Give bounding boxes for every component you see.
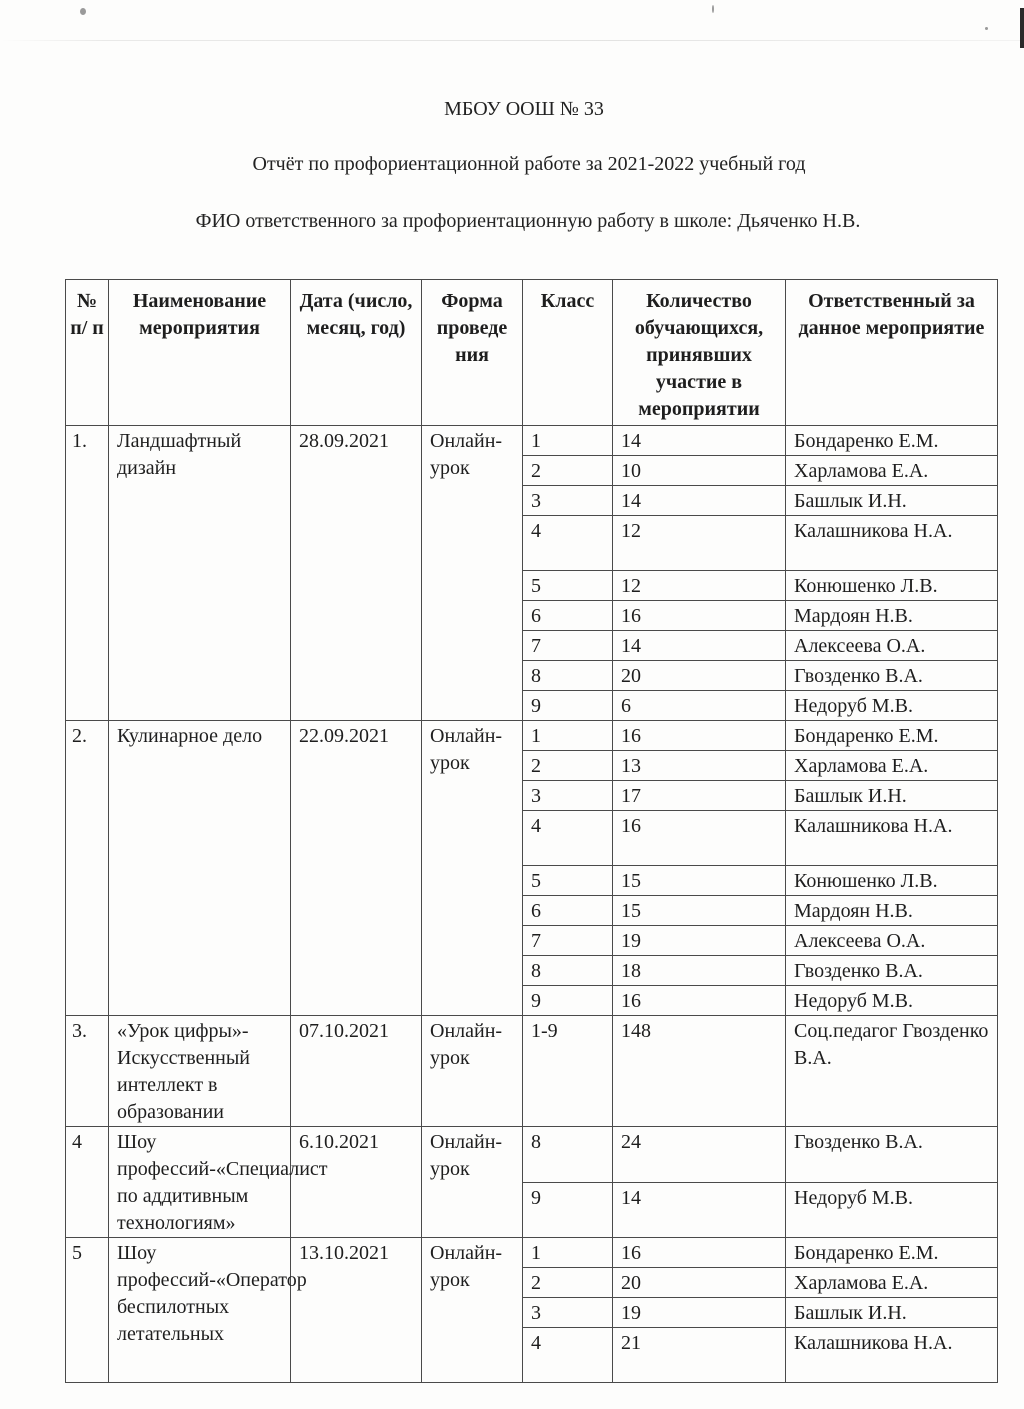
- table-body: [66, 426, 998, 1383]
- responsible-person-line: ФИО ответственного за профориентационную работу в школе: Дьяченко Н.В.: [195, 210, 861, 232]
- responsible-cell: Конюшенко Л.В.: [786, 866, 998, 896]
- student-count-cell: 18: [613, 956, 786, 986]
- class-cell: 6: [523, 601, 613, 631]
- table-row: [66, 1016, 998, 1127]
- event-name-cell: «Урок цифры»-Искусственный интеллект в образовании: [109, 1016, 291, 1127]
- class-cell: 2: [523, 456, 613, 486]
- table-row: [66, 721, 998, 751]
- student-count-cell: 16: [613, 601, 786, 631]
- responsible-cell: Бондаренко Е.М.: [786, 426, 998, 456]
- table-header-row: [66, 280, 998, 426]
- class-cell: 6: [523, 896, 613, 926]
- event-date-cell: 13.10.2021: [291, 1238, 422, 1383]
- responsible-cell: Башлык И.Н.: [786, 1298, 998, 1328]
- event-form-cell: Онлайн-урок: [422, 721, 523, 1016]
- responsible-cell: Калашникова Н.А.: [786, 516, 998, 571]
- class-cell: 1-9: [523, 1016, 613, 1127]
- responsible-cell: Бондаренко Е.М.: [786, 721, 998, 751]
- responsible-cell: Алексеева О.А.: [786, 631, 998, 661]
- responsible-cell: Харламова Е.А.: [786, 456, 998, 486]
- student-count-cell: 21: [613, 1328, 786, 1383]
- class-cell: 9: [523, 986, 613, 1016]
- responsible-cell: Соц.педагог Гвозденко В.А.: [786, 1016, 998, 1127]
- student-count-cell: 24: [613, 1127, 786, 1183]
- report-table: [65, 279, 998, 1383]
- responsible-cell: Гвозденко В.А.: [786, 661, 998, 691]
- class-cell: 9: [523, 1182, 613, 1238]
- class-cell: 9: [523, 691, 613, 721]
- student-count-cell: 15: [613, 866, 786, 896]
- event-date-cell: 22.09.2021: [291, 721, 422, 1016]
- class-cell: 4: [523, 1328, 613, 1383]
- responsible-cell: Недоруб М.В.: [786, 986, 998, 1016]
- class-cell: 5: [523, 866, 613, 896]
- responsible-cell: Мардоян Н.В.: [786, 896, 998, 926]
- responsible-cell: Алексеева О.А.: [786, 926, 998, 956]
- class-cell: 3: [523, 1298, 613, 1328]
- student-count-cell: 12: [613, 516, 786, 571]
- student-count-cell: 14: [613, 631, 786, 661]
- student-count-cell: 19: [613, 926, 786, 956]
- student-count-cell: 16: [613, 721, 786, 751]
- responsible-cell: Харламова Е.А.: [786, 1268, 998, 1298]
- event-name-cell: Шоу профессий-«Специалист по аддитивным технологиям»: [109, 1127, 291, 1238]
- event-form-cell: Онлайн-урок: [422, 426, 523, 721]
- event-date-cell: 28.09.2021: [291, 426, 422, 721]
- event-form-cell: Онлайн-урок: [422, 1238, 523, 1383]
- student-count-cell: 12: [613, 571, 786, 601]
- col-header-form: Форма проведе ния: [422, 280, 523, 426]
- table-row: [66, 1127, 998, 1183]
- student-count-cell: 10: [613, 456, 786, 486]
- class-cell: 3: [523, 486, 613, 516]
- responsible-cell: Мардоян Н.В.: [786, 601, 998, 631]
- col-header-responsible: Ответственный за данное мероприятие: [786, 280, 998, 426]
- responsible-cell: Недоруб М.В.: [786, 1182, 998, 1238]
- event-form-cell: Онлайн-урок: [422, 1016, 523, 1127]
- student-count-cell: 16: [613, 811, 786, 866]
- event-date-cell: 07.10.2021: [291, 1016, 422, 1127]
- col-header-date: Дата (число, месяц, год): [291, 280, 422, 426]
- student-count-cell: 17: [613, 781, 786, 811]
- table-row: [66, 426, 998, 456]
- col-header-event-name: Наименование мероприятия: [109, 280, 291, 426]
- student-count-cell: 19: [613, 1298, 786, 1328]
- event-number-cell: 1.: [66, 426, 109, 721]
- responsible-cell: Недоруб М.В.: [786, 691, 998, 721]
- class-cell: 1: [523, 721, 613, 751]
- scan-edge-mark: [1020, 8, 1024, 48]
- responsible-cell: Харламова Е.А.: [786, 751, 998, 781]
- class-cell: 8: [523, 956, 613, 986]
- responsible-cell: Калашникова Н.А.: [786, 1328, 998, 1383]
- class-cell: 4: [523, 811, 613, 866]
- event-name-cell: Кулинарное дело: [109, 721, 291, 1016]
- student-count-cell: 14: [613, 486, 786, 516]
- class-cell: 7: [523, 631, 613, 661]
- responsible-cell: Гвозденко В.А.: [786, 956, 998, 986]
- class-cell: 2: [523, 1268, 613, 1298]
- student-count-cell: 15: [613, 896, 786, 926]
- responsible-cell: Башлык И.Н.: [786, 781, 998, 811]
- student-count-cell: 16: [613, 1238, 786, 1268]
- responsible-cell: Башлык И.Н.: [786, 486, 998, 516]
- scan-speck: [80, 8, 86, 15]
- event-number-cell: 4: [66, 1127, 109, 1238]
- class-cell: 8: [523, 661, 613, 691]
- scan-speck: [985, 27, 988, 30]
- student-count-cell: 20: [613, 661, 786, 691]
- scan-edge-line: [0, 40, 1024, 41]
- class-cell: 1: [523, 1238, 613, 1268]
- event-date-cell: 6.10.2021: [291, 1127, 422, 1238]
- student-count-cell: 14: [613, 426, 786, 456]
- student-count-cell: 20: [613, 1268, 786, 1298]
- responsible-cell: Гвозденко В.А.: [786, 1127, 998, 1183]
- table-row: [66, 1238, 998, 1268]
- student-count-cell: 13: [613, 751, 786, 781]
- col-header-number: № п/ п: [66, 280, 109, 426]
- event-name-cell: Шоу профессий-«Оператор беспилотных летательных: [109, 1238, 291, 1383]
- responsible-cell: Конюшенко Л.В.: [786, 571, 998, 601]
- event-number-cell: 2.: [66, 721, 109, 1016]
- event-name-cell: Ландшафтный дизайн: [109, 426, 291, 721]
- class-cell: 8: [523, 1127, 613, 1183]
- col-header-student-count: Количество обучающихся, принявших участие в мероприятии: [613, 280, 786, 426]
- class-cell: 7: [523, 926, 613, 956]
- student-count-cell: 148: [613, 1016, 786, 1127]
- col-header-class: Класс: [523, 280, 613, 426]
- report-title: Отчёт по профориентационной работе за 2021-2022 учебный год: [252, 153, 806, 175]
- school-name: МБОУ ООШ № 33: [444, 98, 604, 120]
- event-number-cell: 5: [66, 1238, 109, 1383]
- class-cell: 4: [523, 516, 613, 571]
- student-count-cell: 14: [613, 1182, 786, 1238]
- event-number-cell: 3.: [66, 1016, 109, 1127]
- responsible-cell: Бондаренко Е.М.: [786, 1238, 998, 1268]
- responsible-cell: Калашникова Н.А.: [786, 811, 998, 866]
- class-cell: 3: [523, 781, 613, 811]
- student-count-cell: 16: [613, 986, 786, 1016]
- scan-speck: [712, 5, 714, 13]
- student-count-cell: 6: [613, 691, 786, 721]
- class-cell: 5: [523, 571, 613, 601]
- class-cell: 2: [523, 751, 613, 781]
- class-cell: 1: [523, 426, 613, 456]
- event-form-cell: Онлайн-урок: [422, 1127, 523, 1238]
